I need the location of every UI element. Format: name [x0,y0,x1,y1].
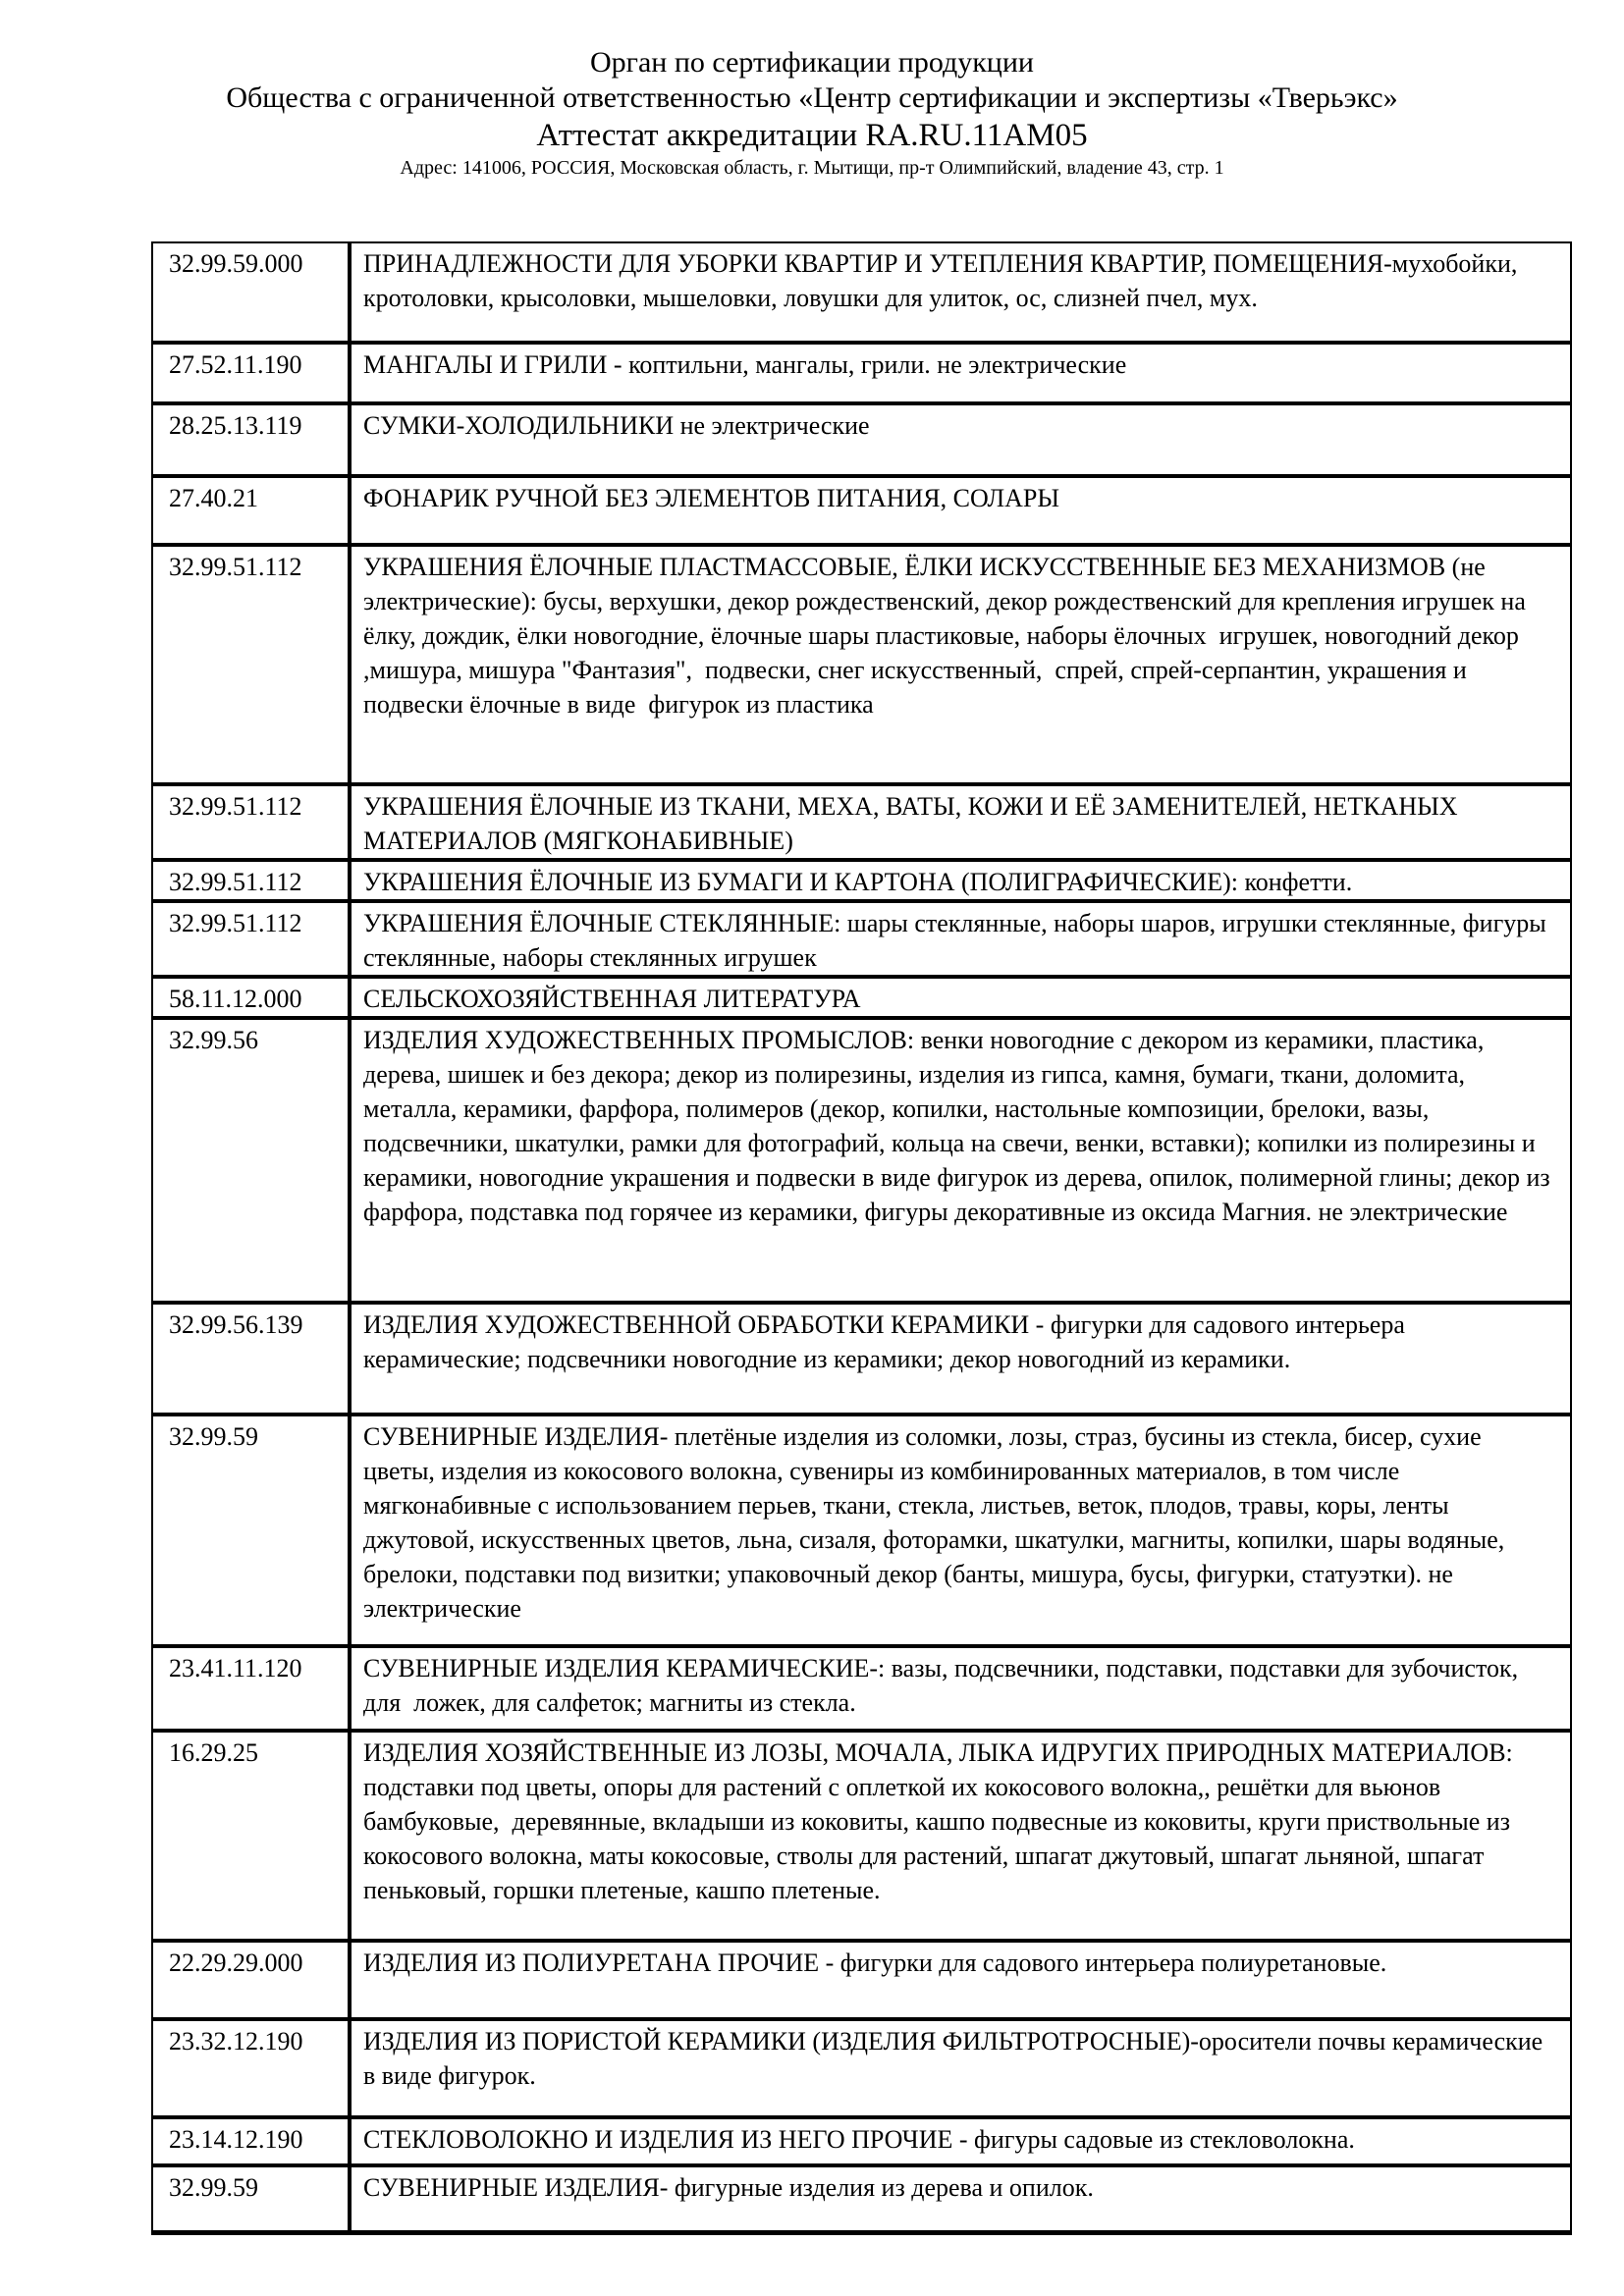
code-cell: 32.99.51.112 [153,862,352,899]
code-cell: 22.29.29.000 [153,1943,352,2017]
table-row [153,243,1570,341]
table-row [153,1413,1570,1644]
description-cell: ИЗДЕЛИЯ ИЗ ПОЛИУРЕТАНА ПРОЧИЕ - фигурки для садового интерьера полиуретановые. [363,1949,1387,1977]
table-row [153,2163,1570,2230]
table-row [153,2017,1570,2115]
table-row [153,1939,1570,2017]
table-row [153,474,1570,543]
description-cell: СУВЕНИРНЫЕ ИЗДЕЛИЯ- фигурные изделия из дерева и опилок. [363,2173,1094,2202]
code-cell: 23.14.12.190 [153,2119,352,2163]
description-cell: ИЗДЕЛИЯ ХУДОЖЕСТВЕННОЙ ОБРАБОТКИ КЕРАМИКИ - фигурки для садового интерьера керамические; подсвечники новогодние из керамики; декор новогодний из керамики. [363,1310,1412,1373]
description-cell: УКРАШЕНИЯ ЁЛОЧНЫЕ ПЛАСТМАССОВЫЕ, ЁЛКИ ИСКУССТВЕННЫЕ БЕЗ МЕХАНИЗМОВ (не электрические): бусы, верхушки, декор рождественский, декор рождественский для крепления игрушек на ёлку, дождик, ёлки новогодние, ёлочные шары пластиковые, наборы ёлочных игрушек, новогодний декор ,мишура, мишура "Фантазия", подвески, снег искусственный, спрей, спрей-серпантин, украшения и подвески ёлочные в виде фигурок из пластика [363,553,1533,719]
table-row [153,1644,1570,1729]
description-cell: МАНГАЛЫ И ГРИЛИ - коптильни, мангалы, грили. не электрические [363,350,1127,379]
description-cell: СУВЕНИРНЫЕ ИЗДЕЛИЯ- плетёные изделия из соломки, лозы, страз, бусины из стекла, бисер, сухие цветы, изделия из кокосового волокна, сувениры из комбинированных материалов, в том числе мягконабивные с использованием перьев, ткани, стекла, листьев, веток, плодов, травы, коры, ленты джутовой, искусственных цветов, льна, сизаля, фоторамки, шкатулки, магниты, копилки, шары водяные, брелоки, подставки под визитки; упаковочный декор (банты, мишура, бусы, фигурки, статуэтки). не электрические [363,1422,1511,1623]
code-cell: 16.29.25 [153,1733,352,1939]
table-row [153,975,1570,1016]
code-cell: 28.25.13.119 [153,405,352,474]
code-cell: 23.32.12.190 [153,2021,352,2115]
code-cell: 27.40.21 [153,478,352,543]
description-cell: УКРАШЕНИЯ ЁЛОЧНЫЕ СТЕКЛЯННЫЕ: шары стеклянные, наборы шаров, игрушки стеклянные, фигуры стеклянные, наборы стеклянных игрушек [363,909,1553,972]
table-row [153,1016,1570,1301]
header-address: Адрес: 141006, РОССИЯ, Московская область, г. Мытищи, пр-т Олимпийский, владение 43, стр. 1 [400,157,1224,179]
table-row [153,858,1570,899]
description-cell: УКРАШЕНИЯ ЁЛОЧНЫЕ ИЗ ТКАНИ, МЕХА, ВАТЫ, КОЖИ И ЕЁ ЗАМЕНИТЕЛЕЙ, НЕТКАНЫХ МАТЕРИАЛОВ (МЯГКОНАБИВНЫЕ) [363,792,1465,855]
table-row [153,2115,1570,2163]
header-org-title: Орган по сертификации продукции [590,46,1034,79]
description-cell: ПРИНАДЛЕЖНОСТИ ДЛЯ УБОРКИ КВАРТИР И УТЕПЛЕНИЯ КВАРТИР, ПОМЕЩЕНИЯ-мухобойки, кротоловки, крысоловки, мышеловки, ловушки для улиток, ос, слизней пчел, мух. [363,249,1524,312]
code-cell: 32.99.59.000 [153,243,352,341]
code-cell: 27.52.11.190 [153,345,352,401]
code-cell: 32.99.56.139 [153,1305,352,1413]
table-row [153,341,1570,401]
product-table [151,241,1572,2235]
description-cell: ИЗДЕЛИЯ ХУДОЖЕСТВЕННЫХ ПРОМЫСЛОВ: венки новогодние с декором из керамики, пластика, дерева, шишек и без декора; декор из полирезины, изделия из гипса, камня, бумаги, ткани, доломита, металла, керамики, фарфора, полимеров (декор, копилки, настольные композиции, брелоки, вазы, подсвечники, шкатулки, рамки для фотографий, кольца на свечи, венки, вставки); копилки из полирезины и керамики, новогодние украшения и подвески в виде фигурок из дерева, опилок, полимерной глины; декор из фарфора, подставка под горячее из керамики, фигуры декоративные из оксида Магния. не электрические [363,1026,1557,1226]
description-cell: ИЗДЕЛИЯ ИЗ ПОРИСТОЙ КЕРАМИКИ (ИЗДЕЛИЯ ФИЛЬТРОТРОСНЫЕ)-оросители почвы керамические в виде фигурок. [363,2027,1549,2090]
code-cell: 32.99.59 [153,2167,352,2230]
document-header [0,45,1624,181]
description-cell: УКРАШЕНИЯ ЁЛОЧНЫЕ ИЗ БУМАГИ И КАРТОНА (ПОЛИГРАФИЧЕСКИЕ): конфетти. [363,868,1353,896]
code-cell: 23.41.11.120 [153,1648,352,1729]
header-org-name: Общества с ограниченной ответственностью «Центр сертификации и экспертизы «Тверьэкс» [226,81,1398,114]
description-cell: СУМКИ-ХОЛОДИЛЬНИКИ не электрические [363,411,870,440]
table-row [153,401,1570,474]
table-row [153,899,1570,975]
code-cell: 32.99.51.112 [153,786,352,858]
description-cell: СУВЕНИРНЫЕ ИЗДЕЛИЯ КЕРАМИЧЕСКИЕ-: вазы, подсвечники, подставки, подставки для зубочисток, для ложек, для салфеток; магниты из стекла. [363,1654,1525,1717]
code-cell: 32.99.56 [153,1020,352,1301]
table-row [153,543,1570,782]
table-row [153,782,1570,858]
code-cell: 32.99.51.112 [153,547,352,782]
code-cell: 58.11.12.000 [153,979,352,1016]
description-cell: ФОНАРИК РУЧНОЙ БЕЗ ЭЛЕМЕНТОВ ПИТАНИЯ, СОЛАРЫ [363,484,1060,512]
description-cell: ИЗДЕЛИЯ ХОЗЯЙСТВЕННЫЕ ИЗ ЛОЗЫ, МОЧАЛА, ЛЫКА ИДРУГИХ ПРИРОДНЫХ МАТЕРИАЛОВ: подставки под цветы, опоры для растений с оплеткой их кокосового волокна,, решётки для вьюнов бамбуковые, деревянные, вкладыши из коковиты, кашпо подвесные из коковиты, круги приствольные из кокосового волокна, маты кокосовые, стволы для растений, шпагат джутовый, шпагат льняной, шпагат пеньковый, горшки плетеные, кашпо плетеные. [363,1738,1520,1904]
table-row [153,1301,1570,1413]
code-cell: 32.99.59 [153,1416,352,1644]
table-row [153,1729,1570,1939]
code-cell: 32.99.51.112 [153,903,352,975]
description-cell: СТЕКЛОВОЛОКНО И ИЗДЕЛИЯ ИЗ НЕГО ПРОЧИЕ - фигуры садовые из стекловолокна. [363,2125,1355,2154]
header-accreditation: Аттестат аккредитации RA.RU.11AM05 [536,118,1088,153]
description-cell: СЕЛЬСКОХОЗЯЙСТВЕННАЯ ЛИТЕРАТУРА [363,985,861,1013]
